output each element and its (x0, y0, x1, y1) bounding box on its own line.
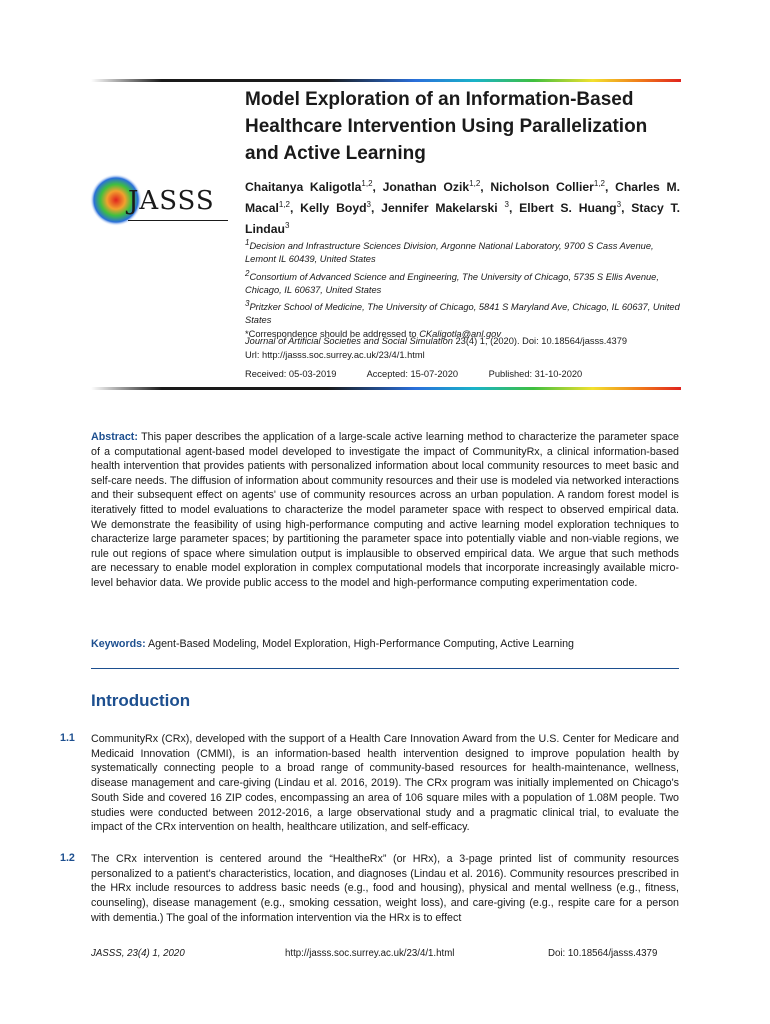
author: Nicholson Collier$^{1,2}$ (490, 179, 605, 195)
received-date: Received: 05-03-2019 (245, 369, 337, 379)
journal-citation: Journal of Artificial Societies and Social Simulation 23(4) 1, (2020). Doi: 10.18564/jasss.4379 (245, 336, 628, 346)
keywords (91, 638, 679, 650)
section-heading: Introduction (91, 691, 191, 710)
paper-title: Model Exploration of an Information-Based Healthcare Intervention Using Parallelization and Active Learning (245, 89, 648, 164)
author: Charles M. Macal$^{1,2}$ (245, 180, 680, 216)
accepted-date: Accepted: 15-07-2020 (366, 369, 459, 379)
logo-text: JASSS (128, 186, 215, 216)
section-divider (91, 668, 679, 669)
journal-info (245, 335, 680, 362)
abstract (91, 430, 679, 591)
footer-doi: Doi: 10.18564/jasss.4379 (548, 948, 658, 959)
header-rule-bottom (91, 387, 681, 390)
publication-dates (245, 369, 610, 379)
author: Jonathan Ozik$^{1,2}$ (382, 179, 481, 195)
author-list: Chaitanya Kaligotla$^{1,2}$, Jonathan Ozik$^{1,2}$, Nicholson Collier$^{1,2}$, Charles M. Macal$^{1,2}$, Kelly Boyd$^3$, Jennifer Makelarski $^3$, Elbert S. Huang$^3$, Stacy T. Lindau$^3$ (245, 179, 681, 237)
keywords-text: Agent-Based Modeling, Model Exploration, High-Performance Computing, Active Learning (148, 638, 574, 650)
affiliation: $^2$Consortium of Advanced Science and Engineering, The University of Chicago, 5735 S Ellis Avenue, Chicago, IL 60637, United States (245, 268, 659, 295)
paragraph: The CRx intervention is centered around the “HealtheRx” (or HRx), a 3-page printed list of community resources personalized to a patient's characteristics, location, and diagnoses (Lindau et al. 2016). Community resources prescribed in the HRx include resources to address basic needs (e.g., food and housing), physical and mental wellness (e.g., fitness, counseling), disease management (e.g., smoking cessation, weight loss), and care-giving (e.g., respite care for a person with dementia.) The goal of the information intervention via the HRx is to effect (91, 853, 679, 924)
author: Stacy T. Lindau$^3$ (245, 201, 681, 237)
affiliation: $^3$Pritzker School of Medicine, The University of Chicago, 5841 S Maryland Ave, Chicago, IL 60637, United States (245, 299, 680, 326)
paragraph: CommunityRx (CRx), developed with the support of a Health Care Innovation Award from the U.S. Center for Medicare and Medicaid Innovation (CMMI), is an information-based health intervention designed to improve population health by systematically connecting people to a broad range of community-based resources for health-maintenance, wellness, disease management and care-giving (Lindau et al. 2016, 2019). The CRx program was initially implemented on Chicago's South Side and covered 16 ZIP codes, encompassing an area of 106 square miles with a population of 1.08M people. Two studies were conducted between 2012-2016, a large observational study and a pragmatic clinical trial, to evaluate the impact of the CRx intervention on health, healthcare utilization, and self-efficacy. (91, 733, 679, 834)
correspondence: *Correspondence should be addressed to CKaligotla@anl.gov (245, 328, 501, 339)
author: Jennifer Makelarski $^3$ (381, 200, 509, 216)
header-rule-top (91, 79, 681, 82)
abstract-text: This paper describes the application of a large-scale active learning method to characterize the parameter space of a computational agent-based model developed to investigate the impact of CommunityRx, a clinical information-based health intervention that provides patients with personalized information about local community resources to meet basic and self-care needs. The diffusion of information about community resources and their use is modeled via networked interactions and their subsequent effect on agents' use of community resources across an urban population. A random forest model is iteratively fitted to model evaluations to characterize the model parameter space with respect to observed empirical data. We demonstrate the feasibility of using high-performance computing and active learning model exploration techniques to characterize large parameter spaces; by partitioning the parameter space into potentially viable and non-viable regions, we rule out regions of space where simulation output is implausible to observed empirical data. We argue that such methods are necessary to enable model exploration in complex computational models that incorporate increasingly available micro-level behavior data. We provide public access to the model and high-performance computing experimentation code. (91, 431, 680, 589)
published-date: Published: 31-10-2020 (488, 369, 583, 379)
correspondence-email[interactable]: CKaligotla@anl.gov (419, 328, 501, 339)
author: Kelly Boyd$^3$ (300, 200, 371, 216)
author: Elbert S. Huang$^3$ (519, 200, 622, 216)
author: Chaitanya Kaligotla$^{1,2}$ (245, 179, 373, 195)
jasss-logo (88, 180, 230, 226)
journal-url[interactable]: Url: http://jasss.soc.surrey.ac.uk/23/4/1.html (245, 349, 425, 360)
paragraph-number: 1.2 (60, 852, 75, 864)
logo-underline (128, 220, 228, 221)
affiliations (245, 236, 680, 341)
paragraph-number: 1.1 (60, 732, 75, 744)
footer-citation: JASSS, 23(4) 1, 2020 (91, 948, 185, 959)
affiliation: $^1$Decision and Infrastructure Sciences Division, Argonne National Laboratory, 9700 S Cass Avenue, Lemont IL 60439, United States (245, 238, 654, 265)
keywords-label: Keywords: (91, 638, 146, 650)
footer-url[interactable]: http://jasss.soc.surrey.ac.uk/23/4/1.html (285, 948, 455, 959)
abstract-label: Abstract: (91, 431, 138, 443)
